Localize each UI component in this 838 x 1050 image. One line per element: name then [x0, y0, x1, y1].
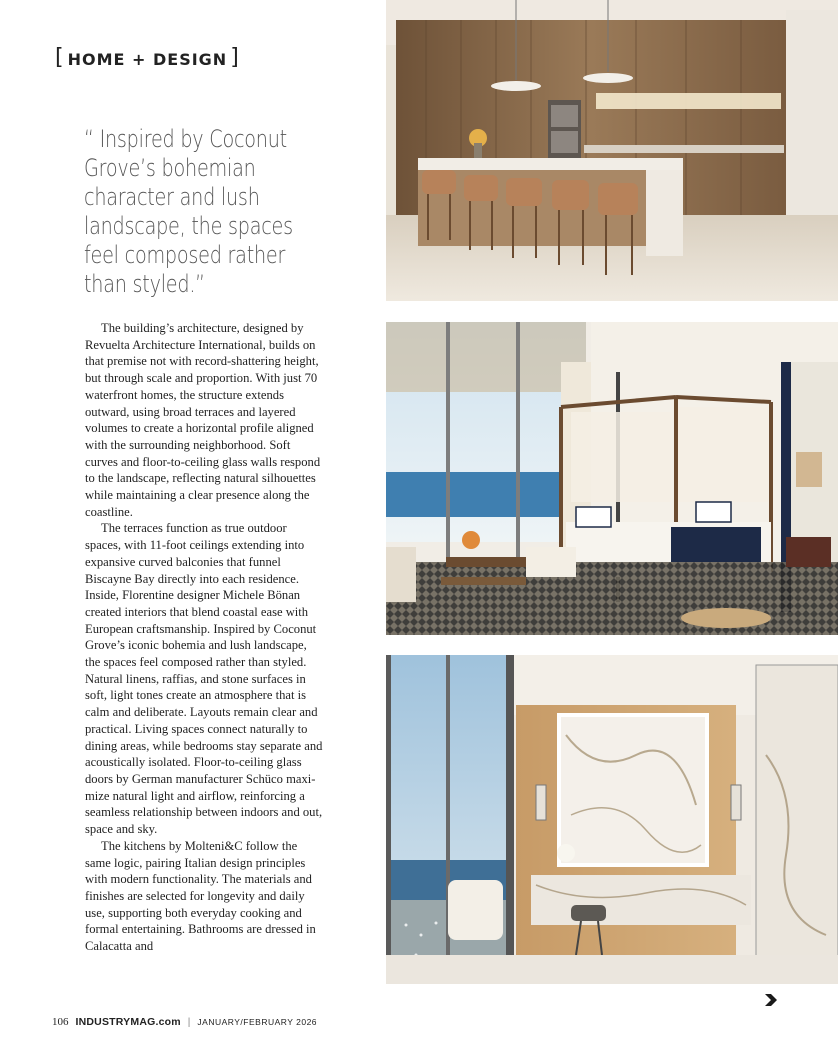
- page-footer: [52, 1016, 317, 1028]
- kitchen-photo: [386, 0, 838, 301]
- pull-quote: “ Inspired by Coconut Grove’s bohemian character and lush landscape, the spaces feel composed rather than styled.”: [84, 125, 293, 298]
- article-body: [85, 320, 325, 955]
- paragraph-1: The building’s architecture, designed by Revuelta Architecture International, builds on that premise not with record-shattering height, but through scale and proportion. With just 70 waterfront homes, the structure extends outward, using broad terraces and layered volumes to create a horizontal profile aligned with the surrounding neighborhood. Soft curves and floor-to-ceiling glass walls respond to the landscape, reflecting natural silhouettes while maintaining a clear presence along the coastline.: [85, 321, 321, 519]
- section-label: [52, 45, 243, 70]
- paragraph-2: The terraces function as true outdoor spaces, with 11-foot ceilings extending into expansive curved balconies that funnel Biscayne Bay directly into each residence. Inside, Florentine designer Michele Bönan created interiors that blend coastal ease with European craftsmanship. Inspired by Coconut Grove’s iconic bohemia and lush landscape, the spaces feel composed rather than styled. Natural linens, raffias, and stone surfaces in soft, light tones create an atmosphere that is calm and deliberate. Layouts remain clear and practical. Living spaces connect naturally to dining areas, while bedrooms stay separate and acoustically isolated. Floor-to-ceiling glass doors by German manufacturer Schüco maximize natural light and airflow, reinforcing a seamless relationship between indoors and out, space and sky.: [85, 521, 323, 837]
- continue-arrow-icon: [764, 993, 778, 1007]
- issue-date: JANUARY/FEBRUARY 2026: [197, 1017, 318, 1027]
- section-bracket-right: ]: [230, 45, 240, 70]
- paragraph-3: The kitchens by Molteni&C follow the same logic, pairing Italian design principles with modern functionality. The materials and finishes are selected for longevity and daily use, supporting both everyday cooking and formal entertaining. Bathrooms are dressed in Calacatta and: [85, 838, 316, 954]
- footer-separator: |: [187, 1016, 191, 1028]
- page-number: 106: [52, 1016, 69, 1028]
- bedroom-photo: [386, 322, 838, 635]
- site-name: INDUSTRYMAG.com: [75, 1016, 181, 1028]
- bathroom-photo: [386, 655, 838, 984]
- section-bracket-left: [: [55, 45, 65, 70]
- section-title: HOME + DESIGN: [67, 49, 228, 69]
